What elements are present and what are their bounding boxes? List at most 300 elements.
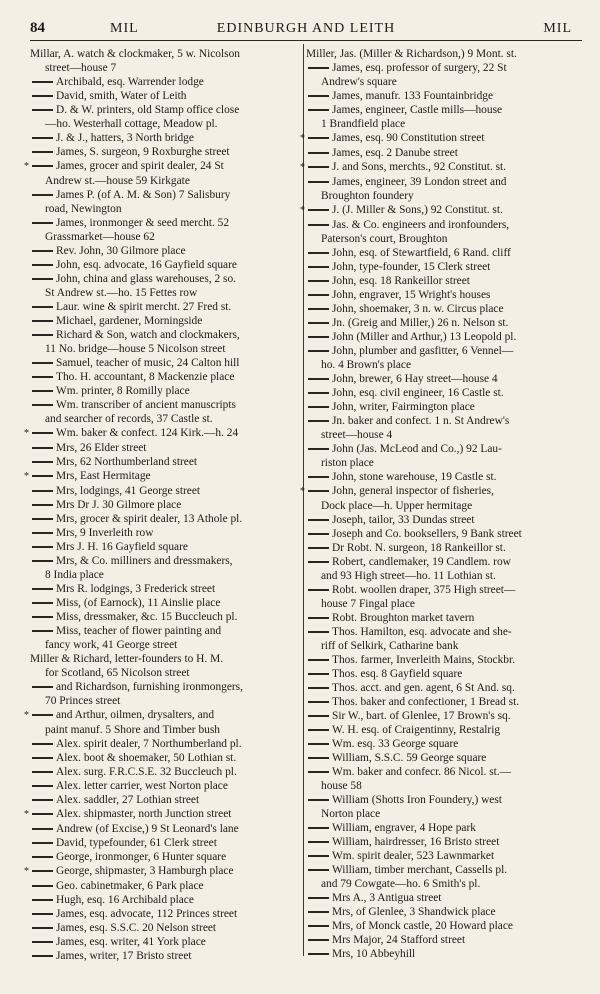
entry-text: Wm. esq. 33 George square: [332, 738, 459, 750]
ditto-dash: [308, 617, 329, 619]
entry-text: Mrs, grocer & spirit dealer, 13 Athole pl.: [56, 513, 243, 525]
entry-text: Thos. Hamilton, esq. advocate and she-: [332, 626, 512, 638]
entry-text: Hugh, esq. 16 Archibald place: [56, 894, 194, 906]
entry-text: James, grocer and spirit dealer, 24 St: [56, 160, 224, 172]
entry-text: John, type-founder, 15 Clerk street: [332, 261, 491, 273]
ditto-dash: [308, 109, 329, 111]
ditto-dash: [308, 209, 329, 211]
directory-entry: [306, 400, 580, 414]
entry-text: road, Newington: [45, 203, 122, 215]
ditto-dash: [32, 799, 53, 801]
directory-entry: [30, 526, 300, 540]
ditto-dash: [308, 322, 329, 324]
directory-entry: [306, 737, 580, 751]
directory-entry: [306, 189, 580, 203]
directory-entry: [30, 921, 300, 935]
ditto-dash: [32, 222, 53, 224]
entry-text: riston place: [321, 457, 374, 469]
ditto-dash: [32, 743, 53, 745]
ditto-dash: [32, 504, 53, 506]
directory-entry: [24, 708, 300, 723]
entry-text: Alex. spirit dealer, 7 Northumberland pl.: [56, 738, 242, 750]
directory-entry: [24, 469, 300, 484]
directory-entry: [30, 117, 300, 131]
directory-entry: [306, 246, 580, 260]
ditto-dash: [308, 827, 329, 829]
ditto-dash: [32, 870, 53, 872]
entry-text: Mrs, & Co. milliners and dressmakers,: [56, 555, 233, 567]
directory-entry: [306, 639, 580, 653]
ditto-dash: [308, 406, 329, 408]
entry-text: J. & J., hatters, 3 North bridge: [56, 132, 194, 144]
entry-text: Andrew st.—house 59 Kirkgate: [45, 175, 190, 187]
directory-entry: [30, 342, 300, 356]
ditto-dash: [32, 842, 53, 844]
entry-text: Dock place—h. Upper hermitage: [321, 500, 473, 512]
directory-entry: [306, 653, 580, 667]
entry-text: John, esq. civil engineer, 16 Castle st.: [332, 387, 504, 399]
directory-entry: [306, 513, 580, 527]
directory-entry: [306, 905, 580, 919]
ditto-dash: [32, 602, 53, 604]
ditto-dash: [32, 532, 53, 534]
ditto-dash: [32, 490, 53, 492]
entry-text: 8 India place: [45, 569, 104, 581]
directory-entry: [306, 344, 580, 358]
directory-entry: [24, 807, 300, 822]
directory-entry: [306, 849, 580, 863]
directory-entry: [30, 384, 300, 398]
entry-text: Samuel, teacher of music, 24 Calton hill: [56, 357, 240, 369]
ditto-dash: [32, 278, 53, 280]
ditto-dash: [308, 953, 329, 955]
ditto-dash: [308, 294, 329, 296]
entry-text: James, esq. 90 Constitution street: [332, 132, 485, 144]
directory-entry: [30, 879, 300, 893]
ditto-dash: [32, 785, 53, 787]
ditto-dash: [308, 95, 329, 97]
directory-entry: [30, 512, 300, 526]
directory-entry: [306, 695, 580, 709]
ditto-dash: [308, 166, 329, 168]
directory-entry: [306, 414, 580, 428]
directory-entry: [306, 625, 580, 639]
directory-entry: [30, 356, 300, 370]
directory-entry: [306, 877, 580, 891]
directory-entry: [306, 681, 580, 695]
directory-entry: [30, 652, 300, 666]
entry-text: Mrs R. lodgings, 3 Frederick street: [56, 583, 216, 595]
directory-entry: [306, 611, 580, 625]
directory-entry: [30, 131, 300, 145]
entry-text: John, esq. 18 Rankeillor street: [332, 275, 470, 287]
ditto-dash: [32, 813, 53, 815]
ditto-dash: [32, 714, 53, 716]
directory-entry: [306, 274, 580, 288]
directory-entry: [306, 470, 580, 484]
entry-text: St Andrew st.—ho. 15 Fettes row: [45, 287, 198, 299]
directory-entry: [306, 597, 580, 611]
directory-entry: [30, 779, 300, 793]
directory-entry: [30, 765, 300, 779]
entry-text: Broughton foundery: [321, 190, 414, 202]
directory-entry: [306, 709, 580, 723]
entry-text: W. H. esq. of Craigentinny, Restalrig: [332, 724, 501, 736]
ditto-dash: [308, 308, 329, 310]
ditto-dash: [308, 448, 329, 450]
entry-text: —ho. Westerhall cottage, Meadow pl.: [45, 118, 218, 130]
directory-entry: [30, 484, 300, 498]
entry-text: William (Shotts Iron Foundery,) west: [332, 794, 502, 806]
ditto-dash: [308, 519, 329, 521]
entry-text: James, esq. S.S.C. 20 Nelson street: [56, 922, 217, 934]
entry-text: Geo. cabinetmaker, 6 Park place: [56, 880, 204, 892]
directory-entry: [30, 258, 300, 272]
ditto-dash: [308, 757, 329, 759]
ditto-dash: [32, 334, 53, 336]
entry-text: William, engraver, 4 Hope park: [332, 822, 476, 834]
ditto-dash: [308, 729, 329, 731]
entry-text: James, manufr. 133 Fountainbridge: [332, 90, 494, 102]
ditto-dash: [32, 927, 53, 929]
directory-entry: [30, 174, 300, 188]
entry-text: Dr Robt. N. surgeon, 18 Rankeillor st.: [332, 542, 506, 554]
directory-entry: [30, 103, 300, 117]
directory-entry: [30, 412, 300, 426]
directory-entry: [30, 398, 300, 412]
directory-entry: [30, 272, 300, 286]
ditto-dash: [308, 420, 329, 422]
page-header: [30, 20, 582, 41]
entry-text: 1 Brandfield place: [321, 118, 406, 130]
ditto-dash: [32, 306, 53, 308]
entry-text: James, S. surgeon, 9 Roxburghe street: [56, 146, 230, 158]
ditto-dash: [308, 181, 329, 183]
ditto-dash: [32, 404, 53, 406]
entry-text: Thos. baker and confectioner, 1 Bread st.: [332, 696, 520, 708]
directory-entry: [306, 89, 580, 103]
entry-text: William, hairdresser, 16 Bristo street: [332, 836, 500, 848]
directory-entry: [306, 807, 580, 821]
asterisk-mark: *: [24, 471, 29, 482]
entry-text: Mrs, 62 Northumberland street: [56, 456, 198, 468]
directory-entry: [30, 202, 300, 216]
ditto-dash: [308, 589, 329, 591]
column-divider: [303, 44, 304, 956]
directory-entry: [306, 583, 580, 597]
directory-entry: [306, 779, 580, 793]
entry-text: John, general inspector of fisheries,: [332, 485, 494, 497]
directory-entry: [306, 260, 580, 274]
ditto-dash: [308, 743, 329, 745]
ditto-dash: [32, 151, 53, 153]
directory-entry: [30, 89, 300, 103]
entry-text: John (Miller and Arthur,) 13 Leopold pl.: [332, 331, 517, 343]
entry-text: David, typefounder, 61 Clerk street: [56, 837, 217, 849]
ditto-dash: [32, 686, 53, 688]
entry-text: Miss, dressmaker, &c. 15 Buccleuch pl.: [56, 611, 238, 623]
ditto-dash: [32, 137, 53, 139]
ditto-dash: [308, 687, 329, 689]
entry-text: George, ironmonger, 6 Hunter square: [56, 851, 227, 863]
ditto-dash: [308, 67, 329, 69]
directory-entry: [30, 286, 300, 300]
entry-text: Mrs Major, 24 Stafford street: [332, 934, 466, 946]
directory-entry: [30, 582, 300, 596]
entry-text: fancy work, 41 George street: [45, 639, 178, 651]
entry-text: house 7 Fingal place: [321, 598, 415, 610]
entry-text: Robt. Broughton market tavern: [332, 612, 475, 624]
directory-entry: [306, 527, 580, 541]
entry-text: Jn. baker and confect. 1 n. St Andrew's: [332, 415, 510, 427]
directory-entry: [30, 737, 300, 751]
directory-entry: [30, 694, 300, 708]
directory-entry: [30, 568, 300, 582]
entry-text: Mrs A., 3 Antigua street: [332, 892, 442, 904]
entry-text: James, esq. writer, 41 York place: [56, 936, 206, 948]
ditto-dash: [308, 378, 329, 380]
entry-text: Thos. esq. 8 Gayfield square: [332, 668, 463, 680]
ditto-dash: [308, 336, 329, 338]
entry-text: for Scotland, 65 Nicolson street: [45, 667, 190, 679]
page-number: 84: [30, 20, 45, 36]
ditto-dash: [32, 885, 53, 887]
ditto-dash: [308, 911, 329, 913]
directory-entry: [30, 441, 300, 455]
directory-entry: [300, 131, 580, 146]
directory-entry: [30, 230, 300, 244]
ditto-dash: [308, 137, 329, 139]
directory-entry: [306, 765, 580, 779]
asterisk-mark: *: [300, 486, 305, 497]
entry-text: John, plumber and gasfitter, 6 Vennel—: [332, 345, 514, 357]
directory-entry: [30, 680, 300, 694]
ditto-dash: [308, 939, 329, 941]
asterisk-mark: *: [24, 428, 29, 439]
directory-entry: [306, 723, 580, 737]
ditto-dash: [308, 771, 329, 773]
asterisk-mark: *: [300, 205, 305, 216]
ditto-dash: [308, 799, 329, 801]
ditto-dash: [308, 561, 329, 563]
directory-entry: [30, 610, 300, 624]
directory-entry: [306, 751, 580, 765]
directory-entry: [306, 175, 580, 189]
entry-text: William, timber merchant, Cassells pl.: [332, 864, 508, 876]
entry-text: Mrs, of Glenlee, 3 Shandwick place: [332, 906, 496, 918]
directory-entry: [306, 146, 580, 160]
entry-text: Millar, A. watch & clockmaker, 5 w. Nicolson: [30, 48, 240, 60]
entry-text: John (Jas. McLeod and Co.,) 92 Lau-: [332, 443, 502, 455]
directory-entry: [306, 75, 580, 89]
directory-entry: [306, 456, 580, 470]
directory-entry: [306, 316, 580, 330]
entry-text: Paterson's court, Broughton: [321, 233, 448, 245]
directory-entry: [306, 569, 580, 583]
left-column: [24, 47, 300, 963]
directory-entry: [306, 428, 580, 442]
directory-entry: [30, 949, 300, 963]
directory-entry: [306, 863, 580, 877]
entry-text: Miller & Richard, letter-founders to H. M.: [30, 653, 224, 665]
ditto-dash: [308, 659, 329, 661]
directory-entry: [24, 426, 300, 441]
entry-text: Miller, Jas. (Miller & Richardson,) 9 Mont. st.: [306, 48, 517, 60]
directory-entry: [24, 864, 300, 879]
ditto-dash: [308, 841, 329, 843]
ditto-dash: [32, 955, 53, 957]
ditto-dash: [308, 869, 329, 871]
ditto-dash: [32, 771, 53, 773]
entry-text: Mrs, of Monck castle, 20 Howard place: [332, 920, 513, 932]
entry-text: James, esq. professor of surgery, 22 St: [332, 62, 507, 74]
entry-text: Mrs, East Hermitage: [56, 470, 151, 482]
directory-entry: [306, 61, 580, 75]
ditto-dash: [308, 925, 329, 927]
entry-text: Mrs, 26 Elder street: [56, 442, 147, 454]
directory-entry: [30, 666, 300, 680]
ditto-dash: [32, 560, 53, 562]
right-column: [300, 47, 580, 961]
directory-entry: [306, 358, 580, 372]
entry-text: 11 No. bridge—house 5 Nicolson street: [45, 343, 226, 355]
directory-entry: [30, 188, 300, 202]
entry-text: Mrs, lodgings, 41 George street: [56, 485, 201, 497]
directory-entry: [30, 638, 300, 652]
ditto-dash: [308, 266, 329, 268]
directory-entry: [30, 75, 300, 89]
ditto-dash: [308, 701, 329, 703]
entry-text: Mrs Dr J. 30 Gilmore place: [56, 499, 182, 511]
entry-text: Wm. spirit dealer, 523 Lawnmarket: [332, 850, 495, 862]
ditto-dash: [308, 152, 329, 154]
directory-entry: [30, 822, 300, 836]
directory-entry: [30, 624, 300, 638]
entry-text: Alex. surg. F.R.C.S.E. 32 Buccleuch pl.: [56, 766, 237, 778]
directory-entry: [306, 117, 580, 131]
ditto-dash: [32, 941, 53, 943]
entry-text: Richard & Son, watch and clockmakers,: [56, 329, 240, 341]
entry-text: Mrs J. H. 16 Gayfield square: [56, 541, 188, 553]
ditto-dash: [32, 376, 53, 378]
entry-text: Robert, candlemaker, 19 Candlem. row: [332, 556, 511, 568]
ditto-dash: [308, 224, 329, 226]
page-title: EDINBURGH AND LEITH: [216, 21, 396, 36]
ditto-dash: [32, 81, 53, 83]
directory-entry: [30, 47, 300, 61]
directory-entry: [306, 919, 580, 933]
entry-text: John, writer, Fairmington place: [332, 401, 475, 413]
directory-entry: [30, 370, 300, 384]
entry-text: John, esq. of Stewartfield, 6 Rand. cliff: [332, 247, 511, 259]
entry-text: and Arthur, oilmen, drysalters, and: [56, 709, 215, 721]
entry-text: John, engraver, 15 Wright's houses: [332, 289, 491, 301]
ditto-dash: [308, 392, 329, 394]
entry-text: John, shoemaker, 3 n. w. Circus place: [332, 303, 504, 315]
ditto-dash: [32, 250, 53, 252]
entry-text: Miss, teacher of flower painting and: [56, 625, 222, 637]
directory-entry: [306, 835, 580, 849]
entry-text: Andrew (of Excise,) 9 St Leonard's lane: [56, 823, 239, 835]
entry-text: Michael, gardener, Morningside: [56, 315, 203, 327]
directory-entry: [306, 442, 580, 456]
entry-text: and 79 Cowgate—ho. 6 Smith's pl.: [321, 878, 481, 890]
entry-text: Andrew's square: [321, 76, 397, 88]
ditto-dash: [308, 490, 329, 492]
ditto-dash: [32, 616, 53, 618]
directory-entry: [30, 893, 300, 907]
directory-entry: [306, 47, 580, 61]
ditto-dash: [32, 447, 53, 449]
ditto-dash: [32, 390, 53, 392]
entry-text: D. & W. printers, old Stamp office close: [56, 104, 240, 116]
ditto-dash: [32, 588, 53, 590]
ditto-dash: [32, 109, 53, 111]
entry-text: Mrs, 10 Abbeyhill: [332, 948, 416, 960]
entry-text: David, smith, Water of Leith: [56, 90, 187, 102]
directory-entry: [30, 216, 300, 230]
asterisk-mark: *: [300, 162, 305, 173]
entry-text: and searcher of records, 37 Castle st.: [45, 413, 213, 425]
ditto-dash: [32, 165, 53, 167]
directory-entry: [306, 555, 580, 569]
entry-text: James P. (of A. M. & Son) 7 Salisbury: [56, 189, 231, 201]
directory-entry: [30, 723, 300, 737]
directory-entry: [306, 821, 580, 835]
ditto-dash: [32, 461, 53, 463]
entry-text: Miss, (of Earnock), 11 Ainslie place: [56, 597, 221, 609]
entry-text: Tho. H. accountant, 8 Mackenzie place: [56, 371, 235, 383]
directory-entry: [30, 935, 300, 949]
directory-entry: [30, 328, 300, 342]
entry-text: street—house 4: [321, 429, 393, 441]
ditto-dash: [308, 897, 329, 899]
ditto-dash: [32, 475, 53, 477]
directory-entry: [306, 386, 580, 400]
directory-entry: [306, 541, 580, 555]
ditto-dash: [308, 547, 329, 549]
directory-entry: [30, 850, 300, 864]
directory-entry: [306, 499, 580, 513]
entry-text: Thos. acct. and gen. agent, 6 St And. sq.: [332, 682, 515, 694]
asterisk-mark: *: [24, 710, 29, 721]
directory-entry: [30, 836, 300, 850]
ditto-dash: [308, 350, 329, 352]
directory-entry: [30, 314, 300, 328]
entry-text: John, brewer, 6 Hay street—house 4: [332, 373, 498, 385]
entry-text: Jn. (Greig and Miller,) 26 n. Nelson st.: [332, 317, 509, 329]
entry-text: and 93 High street—ho. 11 Lothian st.: [321, 570, 496, 582]
entry-text: J. and Sons, merchts., 92 Constitut. st.: [332, 161, 507, 173]
entry-text: Wm. printer, 8 Romilly place: [56, 385, 190, 397]
ditto-dash: [32, 856, 53, 858]
entry-text: James, writer, 17 Bristo street: [56, 950, 192, 962]
entry-text: J. (J. Miller & Sons,) 92 Constitut. st.: [332, 204, 503, 216]
ditto-dash: [308, 533, 329, 535]
directory-entry: [306, 330, 580, 344]
entry-text: Alex. boot & shoemaker, 50 Lothian st.: [56, 752, 237, 764]
ditto-dash: [32, 264, 53, 266]
ditto-dash: [32, 899, 53, 901]
entry-text: James, ironmonger & seed mercht. 52: [56, 217, 230, 229]
entry-text: Robt. woollen draper, 375 High street—: [332, 584, 516, 596]
entry-text: Wm. transcriber of ancient manuscripts: [56, 399, 236, 411]
entry-text: Laur. wine & spirit mercht. 27 Fred st.: [56, 301, 232, 313]
directory-entry: [306, 947, 580, 961]
entry-text: James, esq. advocate, 112 Princes street: [56, 908, 238, 920]
ditto-dash: [32, 630, 53, 632]
entry-text: George, shipmaster, 3 Hamburgh place: [56, 865, 234, 877]
